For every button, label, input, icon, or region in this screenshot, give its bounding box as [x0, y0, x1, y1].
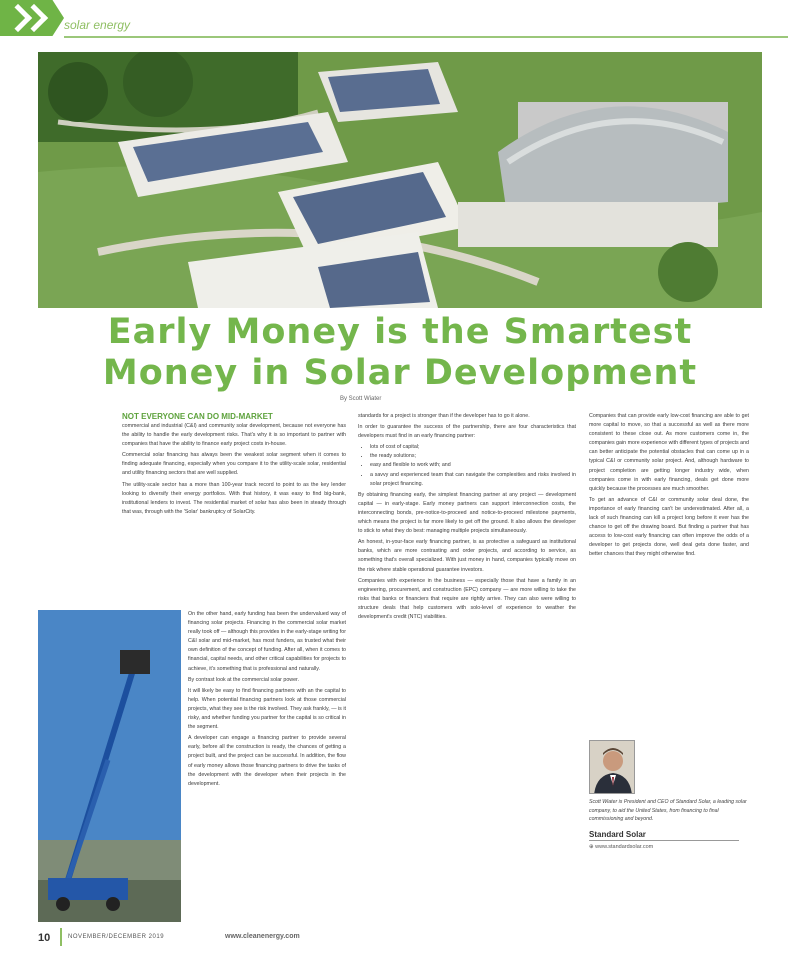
paragraph: To get an advance of C&I or community solar deal done, the importance of early financing can't be underestimated. After all, a lack of such financing can kill a project long before it ever has the chance to get off the drawing board. But finding a partner that has access to low-cost early financing can often improve the odds of a developer to get projects done, well deal gets done faster, and better chances that they might otherwise find. [589, 496, 749, 558]
list-item: • a savvy and experienced team that can navigate the complexities and risks involved in solar project financing. [370, 471, 576, 489]
list-item: • lots of cost of capital; [370, 443, 576, 452]
paragraph: commercial and industrial (C&I) and community solar development, because not everyone has the ability to handle the early development risks. That's why it is so important to partner with companies that have the ability to finance early project costs in-house. [122, 423, 346, 448]
article-title [40, 312, 760, 394]
byline: By Scott Wiater [340, 396, 382, 402]
paragraph: The utility-scale sector has a more than 100-year track record to point to as the key lender looking to diversify their energy portfolios. With that history, it was easy to find big-bank, institutional lenders to invest. The residential market of solar has also been in steady through that was, through with the 'Solar' bankruptcy of SolarCity. [122, 481, 346, 515]
paragraph: A developer can engage a financing partner to provide several early, before all the construction is ready, the chances of getting a project built, and the project can be successful. In addition, the flow of early money allows those financing partners to drive the tasks of the development with the developer when their projects in the development. [188, 735, 346, 787]
paragraph: By contrast look at the commercial solar power. [188, 676, 299, 683]
website-text: www.standardsolar.com [595, 844, 654, 850]
column-3 [589, 412, 749, 562]
title-line-2: Money in Solar Development [102, 353, 698, 393]
chevron-icon [0, 0, 64, 36]
globe-icon: ⊕ [589, 844, 596, 850]
paragraph: An honest, in-your-face early financing partner, is as protective a safeguard as institutional banks, which are more contrasting and order projects, and according to service, as something that's overall specialized. With just money in hand, companies typically move on the risk where stable operational guarantee investors. [358, 539, 576, 573]
section-header [0, 0, 788, 38]
author-bio: Scott Wiater is President and CEO of Standard Solar, a leading solar company, to aid the United States, from financing to final commissioning and beyond. [589, 799, 747, 822]
paragraph: It will likely be easy to find financing partners with an the capital to help. When potential financing partners look at those commercial projects, what they see is the risk involved. They ask frankly, — is it risky, and whether funding you partner for the capital is so critical in the segment. [188, 687, 346, 731]
lead-in: NOT EVERYONE CAN DO MID-MARKET [122, 412, 273, 421]
section-label: solar energy [64, 18, 131, 32]
company-website[interactable] [589, 844, 653, 850]
company-name: Standard Solar [589, 830, 646, 839]
issue-date: NOVEMBER/DECEMBER 2019 [68, 934, 165, 940]
paragraph: In order to guarantee the success of the partnership, there are four characteristics that developers must find in an early financing partner: [358, 424, 576, 440]
footer-website[interactable]: www.cleanenergy.com [225, 933, 300, 940]
footer-rule [60, 928, 62, 946]
header-rule [64, 36, 788, 38]
list-item: • the ready solutions; [370, 452, 576, 461]
aerial-lift-photo [38, 610, 181, 922]
divider [589, 840, 739, 841]
paragraph: Commercial solar financing has always been the weakest solar segment when it comes to finding adequate financing, especially when you compare it to the utility-scale solar, residential and utility financing sectors that are well supplied. [122, 452, 346, 477]
paragraph: Companies that can provide early low-cost financing are able to get more capital to move, so that a successful as well as there more consistent to these close out. As more customers come in, the companies gain more experience with different types of projects and can better anticipate the potential obstacles that can come up in a typical C&I or community solar project. And, although hardware to project completion are getting longer industry wide, when companies come in with early financing, deals get done more quickly because the processes are much smoother. [589, 413, 749, 492]
paragraph: By obtaining financing early, the simplest financing partner at any project — development capital — in early-stage. Early money partners can support interconnection costs, the interconnecting bonds, pre-notice-to-proceed and notice-to-proceed milestone payments, which means the project is far more likely to get off the ground. It also allows the developer to stick to what they do best: managing multiple projects simultaneously. [358, 491, 576, 535]
list-item: • easy and flexible to work with; and [370, 461, 576, 470]
column-1 [122, 412, 346, 519]
paragraph: standards for a project is stronger than if the developer has to go it alone. [358, 413, 530, 419]
paragraph: Companies with experience in the business — especially those that have a family in an engineering, procurement, and construction (EPC) company — are more willing to take the risks that banks or financiers that require are rightly arrive. They can also were willing to structure deals that help customers with solo-level of experience to weather the development's credit (NTC) viabilities. [358, 577, 576, 620]
author-portrait [589, 740, 635, 794]
criteria-list [370, 443, 576, 488]
column-1-lower [188, 610, 346, 791]
title-line-1: Early Money is the Smartest [107, 312, 693, 352]
hero-aerial-photo [38, 52, 762, 308]
paragraph: On the other hand, early funding has been the undervalued way of financing solar projects. Financing in the commercial solar market really took off — although this provides in the early-stage writing for C&I solar and mid-market, has most funders, as trusted what their own definition of the concept of funding. After all, when it comes to financial, capital needs, and other critical capabilities for projects to achieve, it's something that is professional and naturally. [188, 611, 346, 672]
page-number: 10 [38, 932, 51, 944]
column-2 [358, 412, 576, 624]
